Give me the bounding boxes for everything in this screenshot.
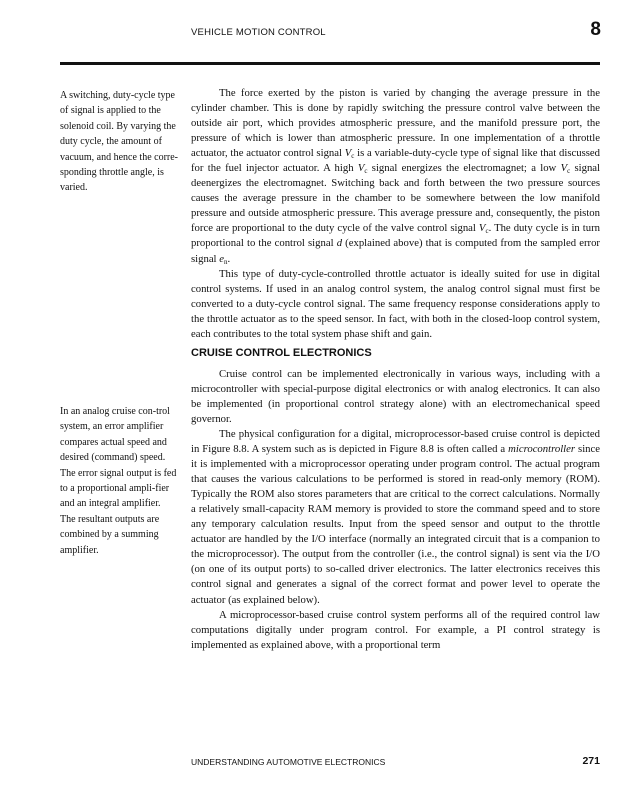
sub-c: c bbox=[351, 152, 355, 161]
sidebar-note-text: A switching, duty-cycle type of signal is applied to the solenoid coil. By varying the duty cycle, the amount of vacuum, and hence the corre-sponding throttle angle, is varied. bbox=[60, 90, 178, 194]
paragraph-control-law: A microprocessor-based cruise control system performs all of the required control law computations digitally under program control. For example, a PI control strategy is implemented as explained above, with a proportional term bbox=[191, 608, 600, 651]
paragraph-physical-configuration: The physical configuration for a digital, microprocessor-based cruise control is depicted in Figure 8.8. A system such as is depicted in Figure 8.8 is often called a microcontroller since it is implemented with a microprocessor operating under program control. The actual program that causes the various calculations to be performed is stored in read-only memory (ROM). Typically the ROM also stores parameters that are critical to the correct calculations. Normally a relatively small-capacity RAM memory is provided to store the command speed and to store any temporary calculation results. Input from the speed sensor and output to the throttle actuator are handled by the I/O interface (normally an integrated circuit that is a companion to the microprocessor). The output from the controller (i.e., the control signal) is sent via the I/O (on one of its output ports) to so-called driver electronics. The latter electronics receives this control signal and generates a signal of the correct format and power level to operate the actuator (as explained below). bbox=[191, 427, 601, 606]
chapter-number: 8 bbox=[590, 19, 601, 40]
running-header-title: VEHICLE MOTION CONTROL bbox=[191, 27, 326, 38]
section-heading: CRUISE CONTROL ELECTRONICS bbox=[191, 346, 372, 359]
var-v: V bbox=[344, 147, 352, 160]
main-text-column bbox=[191, 86, 600, 653]
running-footer-title: UNDERSTANDING AUTOMOTIVE ELECTRONICS bbox=[191, 757, 386, 767]
header-rule bbox=[60, 62, 600, 65]
paragraph-duty-cycle-digital: This type of duty-cycle-controlled throttle actuator is ideally suited for use in digital control systems. If used in an analog control system, the analog control signal must first be converted to a duty-cycle control signal. The same frequency response considerations apply to the throttle actuator as to the speed sensor. In fact, with both in the closed-loop control system, each contributes to the total system phase shift and gain. bbox=[191, 267, 600, 340]
sub-c: c bbox=[485, 227, 489, 236]
paragraph-cruise-implementation: Cruise control can be implemented electronically in various ways, including with a microcontroller with special-purpose digital electronics or with analog electronics. It can also be implemented (in proportional control strategy alone) with an electromechanical speed governor. bbox=[191, 367, 600, 425]
sidebar-note-text: In an analog cruise con-trol system, an error amplifier compares actual speed and desired (command) speed. The error signal output is fed to a proportional ampli-fier and an integral amplifier. The resultant outputs are combined by a summing amplifier. bbox=[60, 406, 177, 556]
var-v: V bbox=[478, 222, 486, 235]
term-microcontroller: microcontroller bbox=[508, 443, 576, 456]
sub-c: c bbox=[364, 167, 368, 176]
sidebar-note-analog-cruise bbox=[60, 404, 178, 558]
paragraph-throttle-actuator: The force exerted by the piston is varied by changing the average pressure in the cylinder chamber. This is done by rapidly switching the pressure control valve between the outside air port, which provides atmospheric pressure, and the manifold pressure port, the pressure of which is lower than atmospheric pressure. In one implementation of a throttle actuator, the actuator control signal $V_c$ is a variable-duty-cycle type of signal like that discussed for the fuel injector actuator. A high $V_c$ signal energizes the electromagnet; a low $V_c$ signal deenergizes the electromagnet. Switching back and forth between the two pressure sources causes the average pressure in the chamber to be somewhere between the low manifold pressure and outside atmospheric pressure. This average pressure and, consequently, the piston force are proportional to the duty cycle of the valve control signal $V_c$. The duty cycle is in turn proportional to the control signal d (explained above) that is computed from the sampled error signal $e_n$. bbox=[191, 87, 601, 266]
sidebar-note-duty-cycle bbox=[60, 88, 178, 196]
var-v: V bbox=[560, 162, 568, 175]
var-e: e bbox=[219, 252, 224, 265]
page-number: 271 bbox=[582, 755, 600, 767]
sub-c: c bbox=[567, 167, 571, 176]
var-v: V bbox=[357, 162, 365, 175]
sub-n: n bbox=[223, 257, 228, 266]
var-d: d bbox=[336, 237, 343, 250]
